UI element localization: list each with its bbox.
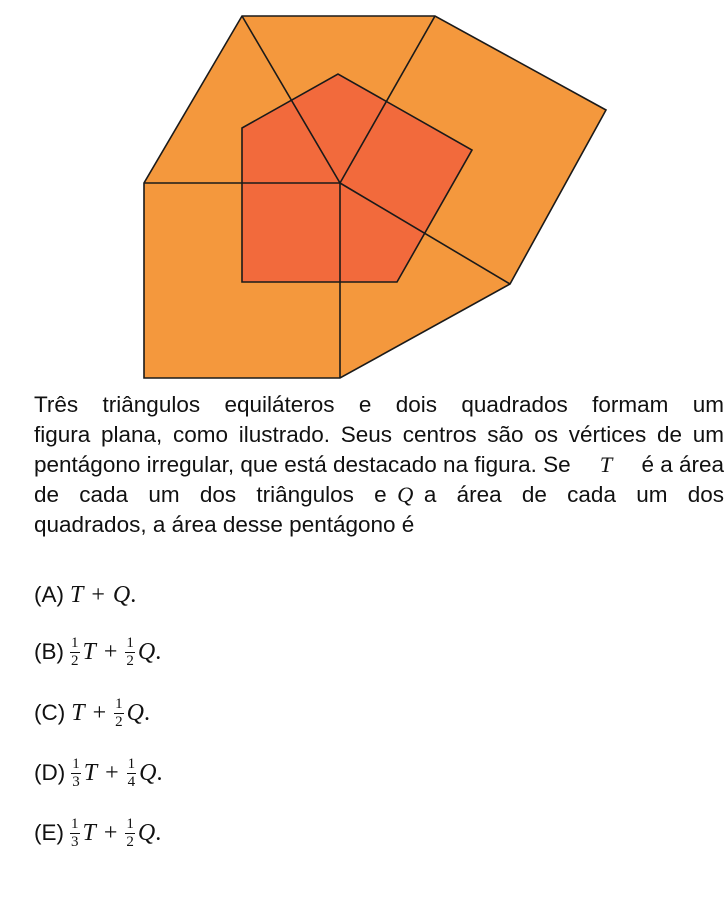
option-expression (70, 582, 136, 609)
problem-line-2: figura plana, como ilustrado. Seus centros são os vértices de um (34, 422, 724, 447)
option-expression (70, 817, 161, 850)
variable-Q: Q (137, 638, 156, 665)
option-a[interactable] (34, 570, 136, 620)
option-period: . (155, 819, 162, 846)
problem-statement (34, 390, 724, 540)
fraction-numerator: 1 (71, 634, 79, 651)
fraction (125, 636, 135, 669)
option-period: . (156, 759, 163, 786)
option-b[interactable] (34, 627, 161, 677)
fraction-numerator: 1 (72, 755, 80, 772)
option-letter: (E) (34, 820, 64, 845)
var-Q: Q (397, 482, 414, 507)
option-period: . (143, 699, 150, 726)
variable-Q: Q (112, 581, 131, 608)
fraction (70, 636, 80, 669)
variable-T: T (82, 819, 96, 846)
fraction (70, 817, 80, 850)
problem-line-3b: é a área (641, 452, 724, 477)
plus-sign: + (103, 638, 118, 665)
fraction-denominator: 2 (126, 833, 134, 850)
plus-sign: + (105, 759, 119, 786)
problem-line-4 (34, 480, 724, 510)
option-letter: (C) (34, 700, 66, 725)
option-period: . (130, 581, 137, 608)
variable-T: T (82, 638, 96, 665)
problem-line-5: quadrados, a área desse pentágono é (34, 512, 415, 537)
option-period: . (155, 638, 162, 665)
problem-line-3a: pentágono irregular, que está destacado na figura. Se (34, 452, 571, 477)
plus-sign: + (92, 699, 107, 726)
fraction-denominator: 2 (115, 713, 123, 730)
fraction (71, 757, 81, 790)
fraction-numerator: 1 (127, 755, 136, 772)
fraction-denominator: 3 (72, 773, 80, 790)
option-letter: (B) (34, 639, 64, 664)
fraction (127, 757, 137, 790)
variable-T: T (83, 759, 98, 786)
geometric-figure (0, 0, 708, 390)
option-expression (71, 697, 150, 730)
var-T: T (599, 452, 613, 477)
fraction (125, 817, 135, 850)
option-letter: (A) (34, 582, 64, 607)
fraction (114, 697, 124, 730)
option-e[interactable] (34, 808, 161, 858)
plus-sign: + (91, 581, 105, 608)
option-d[interactable] (34, 748, 162, 798)
problem-line-4a: de cada um dos triângulos e (34, 482, 387, 507)
variable-Q: Q (137, 819, 156, 846)
fraction-numerator: 1 (71, 815, 79, 832)
variable-T: T (71, 699, 85, 726)
problem-line-3 (34, 450, 724, 480)
fraction-numerator: 1 (126, 815, 134, 832)
variable-Q: Q (139, 759, 157, 786)
fraction-denominator: 3 (71, 833, 79, 850)
problem-line-1: Três triângulos equiláteros e dois quadrados formam um (34, 392, 724, 417)
variable-Q: Q (126, 699, 144, 726)
option-letter: (D) (34, 760, 66, 785)
problem-line-4b: a área de cada um dos (423, 482, 724, 507)
variable-T: T (70, 581, 84, 608)
option-c[interactable] (34, 688, 150, 738)
fraction-denominator: 2 (126, 652, 134, 669)
fraction-numerator: 1 (126, 634, 134, 651)
option-expression (70, 636, 161, 669)
option-expression (71, 757, 162, 790)
fraction-denominator: 4 (127, 773, 136, 790)
plus-sign: + (103, 819, 118, 846)
fraction-denominator: 2 (71, 652, 79, 669)
fraction-numerator: 1 (115, 695, 123, 712)
